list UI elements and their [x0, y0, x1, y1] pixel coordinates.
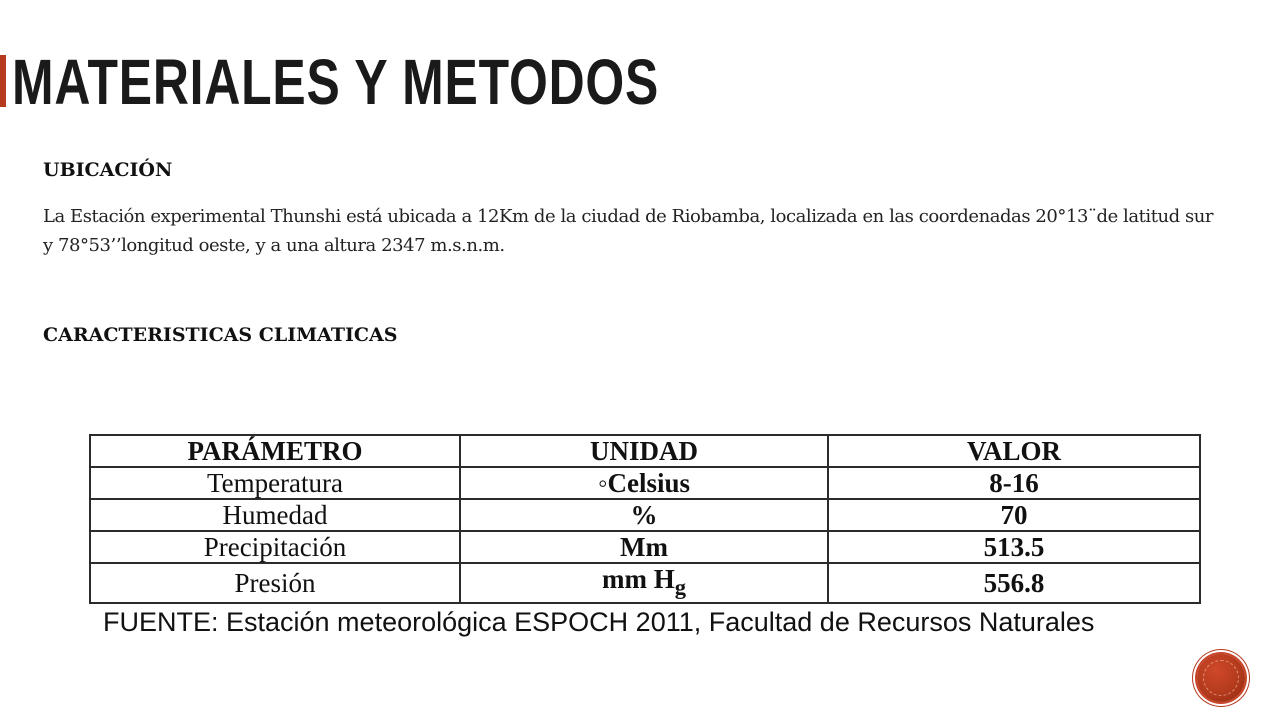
cell-valor: 513.5: [828, 531, 1200, 563]
cell-parametro: Humedad: [90, 499, 460, 531]
cell-parametro: Presión: [90, 563, 460, 603]
table-source-note: FUENTE: Estación meteorológica ESPOCH 2011, Facultad de Recursos Naturales: [103, 607, 1095, 637]
header-parametro: PARÁMETRO: [90, 435, 460, 467]
table-header-row: [90, 435, 1200, 467]
table-row: [90, 531, 1200, 563]
unidad-text: mm H: [602, 564, 675, 594]
table-row: [90, 499, 1200, 531]
table-row: [90, 467, 1200, 499]
title-accent-bar: [0, 55, 6, 107]
cell-unidad: %: [460, 499, 828, 531]
table-row: [90, 563, 1200, 603]
cell-parametro: Precipitación: [90, 531, 460, 563]
cell-unidad: ◦Celsius: [460, 467, 828, 499]
slide-nav-circle-icon[interactable]: [1197, 654, 1245, 702]
cell-valor: 8-16: [828, 467, 1200, 499]
climate-table-block: [89, 434, 1199, 604]
climate-heading: CARACTERISTICAS CLIMATICAS: [43, 324, 398, 346]
cell-valor: 70: [828, 499, 1200, 531]
ubicacion-paragraph: La Estación experimental Thunshi está ubicada a 12Km de la ciudad de Riobamba, localizada en las coordenadas 20°13¨de latitud sur y 78°53’’longitud oeste, y a una altura 2347 m.s.n.m.: [43, 206, 1214, 256]
cell-valor: 556.8: [828, 563, 1200, 603]
ubicacion-heading: UBICACIÓN: [43, 159, 173, 181]
unidad-subscript: g: [674, 574, 686, 600]
header-unidad: UNIDAD: [460, 435, 828, 467]
nav-button-ring: [1203, 660, 1239, 696]
cell-unidad: Mm: [460, 531, 828, 563]
cell-unidad: [460, 563, 828, 603]
climate-table: [89, 434, 1201, 604]
slide-title: MATERIALES Y METODOS: [12, 46, 660, 118]
header-valor: VALOR: [828, 435, 1200, 467]
cell-parametro: Temperatura: [90, 467, 460, 499]
